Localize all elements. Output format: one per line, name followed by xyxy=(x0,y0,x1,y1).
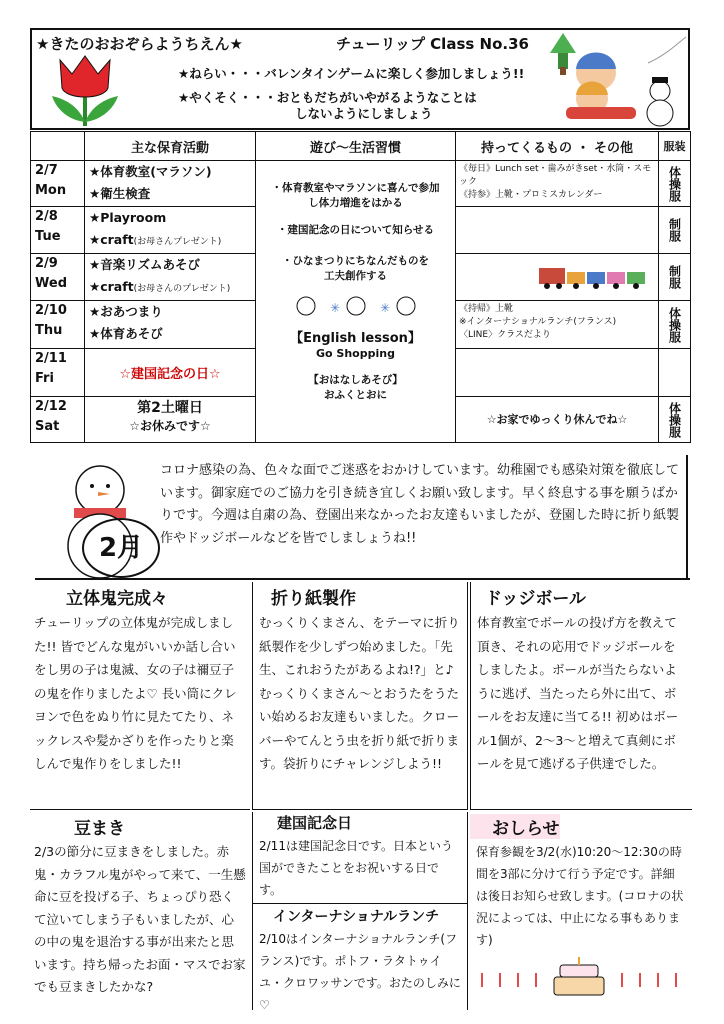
english-lesson-title: 【English lesson】 xyxy=(290,331,421,346)
date-cell: 2/9 Wed xyxy=(31,254,85,301)
bring-cell xyxy=(456,254,659,301)
kenkoku-section-text: 2/11は建国記念日です。日本という国ができたことをお祝いする日です。 xyxy=(259,839,453,897)
sledding-kids-illustration xyxy=(548,33,688,127)
dress-cell: 体操服 xyxy=(659,397,691,443)
mamemaki-section xyxy=(30,812,250,1012)
date-cell: 2/10 Thu xyxy=(31,301,85,349)
tulip-illustration xyxy=(42,52,128,130)
train-illustration xyxy=(539,256,659,292)
mamemaki-section-title: 豆まき xyxy=(74,819,125,839)
english-lesson-topic: Go Shopping xyxy=(316,347,395,360)
divider-line xyxy=(35,578,690,580)
notice-section xyxy=(470,812,692,1012)
promise-line2: しないようにしましょう xyxy=(295,106,433,121)
dress-cell: 体操服 xyxy=(659,301,691,349)
lunch-section-text: 2/10はインターナショナルランチ(フランス)です。ポトフ・ラタトゥイユ・クロワッサンです。おたのしみに♡ xyxy=(259,932,461,1012)
bring-cell: ☆お家でゆっくり休んでね☆ xyxy=(456,397,659,443)
dress-column-header: 服装 xyxy=(659,132,691,161)
bring-cell xyxy=(456,349,659,397)
holiday-cell: ☆建国記念の日☆ xyxy=(85,349,256,397)
children-illustration xyxy=(286,292,426,320)
date-cell: 2/8 Tue xyxy=(31,207,85,254)
notice-section-text: 保育参観を3/2(水)10:20～12:30の時間を3部に分けて行う予定です。詳細は後日お知らせ致します。(コロナの状況によっては、中止になる事もあります) xyxy=(476,845,684,947)
kindergarten-name: ★きたのおおぞらようちえん★ xyxy=(36,35,243,53)
play-habits-cell xyxy=(256,161,456,443)
bring-column-header: 持ってくるもの ・ その他 xyxy=(456,132,659,161)
promise-line1: ★やくそく・・・おともだちがいやがるようなことは xyxy=(178,90,477,105)
greeting-message: コロナ感染の為、色々な面でご迷惑をおかけしています。幼稚園でも感染対策を徹底しています。御家庭でのご協力を引き続き宜しくお願い致します。早く終息する事を願うばかりです。今週は自粛の為、登園出来なかったお友達もいましたが、登園した時に折り紙製作やドッジボールなどを皆でしましょうね!! xyxy=(160,463,679,546)
activity-column-header: 主な保育活動 xyxy=(85,132,256,161)
play-item: ・体育教室やマラソンに喜んで参加し体力増進をはかる xyxy=(271,182,440,209)
play-column-header: 遊び～生活習慣 xyxy=(256,132,456,161)
kenkoku-section-title: 建国記念日 xyxy=(277,814,353,832)
origami-section-text: むっくりくまさん、をテーマに折り紙製作を少しずつ始めました。「先生、これおうたがあるよね!?」と♪むっくりくまさん～とおうたをうたい始めるお友達もいました。クローバーやてんとう虫を折り紙で折ります。袋折りにチャレンジしよう!! xyxy=(259,615,460,771)
lunch-section xyxy=(252,904,468,1010)
notice-section-title: おしらせ xyxy=(470,814,560,839)
oni-section xyxy=(30,582,250,810)
date-column-header xyxy=(31,132,85,161)
weekly-schedule-table xyxy=(30,131,691,443)
bring-cell xyxy=(456,207,659,254)
kenkoku-section xyxy=(252,812,468,904)
bring-cell: 《毎日》Lunch set・歯みがきset・水筒・スモック 《持参》上靴・プロミスカレンダー xyxy=(456,161,659,207)
play-item: ・ひなまつりにちなんだものを工夫創作する xyxy=(282,255,429,282)
month-badge: 2月 xyxy=(82,518,160,578)
divider-line xyxy=(686,455,688,580)
weekly-aim: ★ねらい・・・バレンタインゲームに楽しく参加しましょう!! xyxy=(178,66,525,81)
dress-cell xyxy=(659,349,691,397)
date-cell: 2/11 Fri xyxy=(31,349,85,397)
dodgeball-section xyxy=(470,582,692,810)
svg-text:✳: ✳ xyxy=(379,301,390,315)
class-number: チューリップ Class No.36 xyxy=(336,35,529,53)
play-item: ・建国記念の日について知らせる xyxy=(277,224,434,236)
origami-section xyxy=(252,582,468,810)
oni-section-title: 立体鬼完成々 xyxy=(66,589,168,609)
oni-section-text: チューリップの立体鬼が完成しました!! 皆でどんな鬼がいいか話し合いをし男の子は鬼滅、女の子は禰豆子の鬼を作りましたよ♡ 長い筒にクレヨンで色をぬり竹に見たてたり、ネックレスや髪かざりを作ったりと楽しんで鬼作りをしました!! xyxy=(34,615,237,771)
activity-cell: ★Playroom ★craft(お母さんプレゼント) xyxy=(85,207,256,254)
dress-cell: 制服 xyxy=(659,207,691,254)
story-play-topic: おふくとおに xyxy=(324,389,387,401)
activity-cell: ★音楽リズムあそび ★craft(お母さんのプレゼント) xyxy=(85,254,256,301)
svg-text:✳: ✳ xyxy=(329,301,340,315)
activity-cell: ★おあつまり ★体育あそび xyxy=(85,301,256,349)
date-cell: 2/12 Sat xyxy=(31,397,85,443)
dress-cell: 体操服 xyxy=(659,161,691,207)
saturday-cell: 第2土曜日 ☆お休みです☆ xyxy=(85,397,256,443)
date-cell: 2/7 Mon xyxy=(31,161,85,207)
origami-section-title: 折り紙製作 xyxy=(271,589,356,609)
lunch-section-title: インターナショナルランチ xyxy=(273,909,440,925)
dodgeball-section-text: 体育教室でボールの投げ方を教えて頂き、それの応用でドッジボールをしましたよ。ボールが当たらないように逃げ、当たったら外に出て、ボールをお友達に当てる!! 初めはボール1個が、2～3～と増えて真剣にボールを見て逃げる子供達でした。 xyxy=(477,615,679,771)
activity-cell: ★体育教室(マラソン) ★衛生検査 xyxy=(85,161,256,207)
dress-cell: 制服 xyxy=(659,254,691,301)
bring-cell: 《持帰》上靴 ※インターナショナルランチ(フランス) 〈LINE〉クラスだより xyxy=(456,301,659,349)
mamemaki-section-text: 2/3の節分に豆まきをしました。赤鬼・カラフル鬼がやって来て、一生懸命に豆を投げる子、ちょっぴり恐くて泣いてしまう子もいましたが、心の中の鬼を退治する事が出来たと思います。持ち帰ったお面・マスでお家でも豆まきしたかな? xyxy=(34,844,246,994)
birthday-cake-illustration xyxy=(474,953,684,1001)
dodgeball-section-title: ドッジボール xyxy=(485,589,586,609)
story-play-title: 【おはなしあそび】 xyxy=(308,374,403,386)
